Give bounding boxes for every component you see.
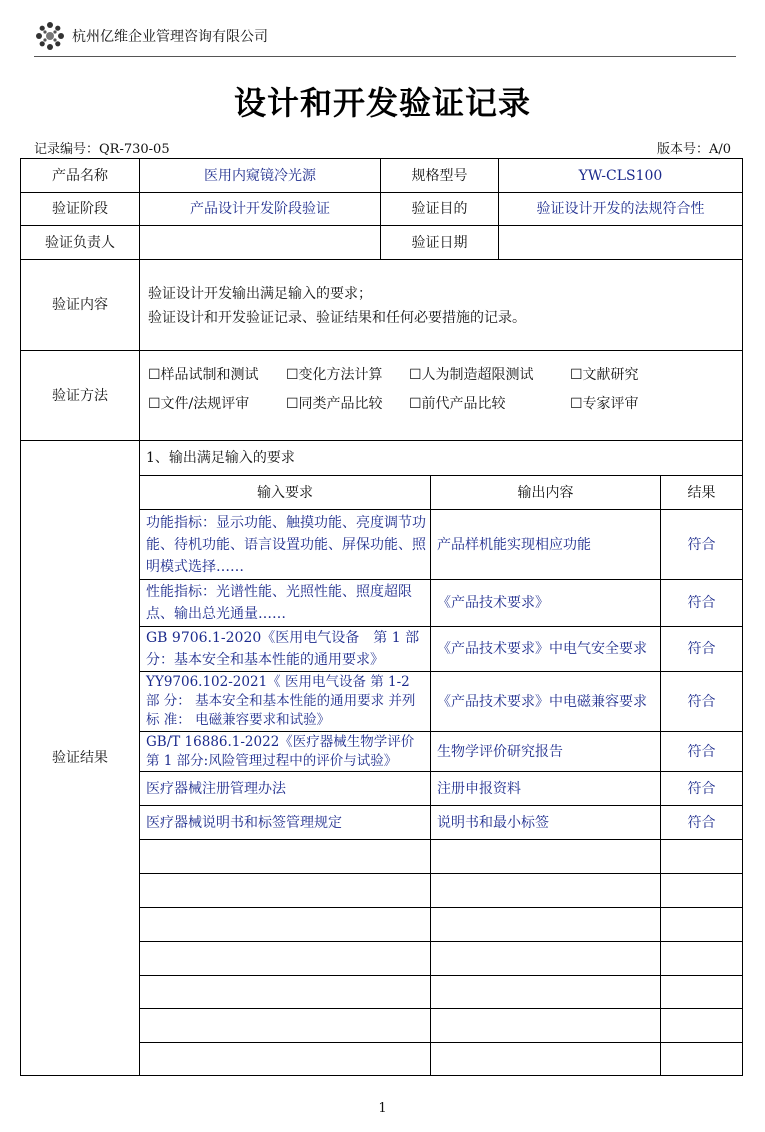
empty-cell[interactable] — [661, 908, 742, 942]
table-row-output: 生物学评价研究报告 — [431, 732, 661, 772]
results-section-title: 1、输出满足输入的要求 — [140, 441, 742, 476]
purpose-label: 验证目的 — [381, 193, 499, 226]
empty-cell[interactable] — [431, 1009, 661, 1043]
empty-cell[interactable] — [661, 942, 742, 976]
table-row-input: GB/T 16886.1-2022《医疗器械生物学评价 第 1 部分:风险管理过程中的评价与试验》 — [140, 732, 431, 772]
table-row-result: 符合 — [661, 627, 742, 672]
results-label: 验证结果 — [21, 441, 140, 1075]
method-similar-product[interactable]: ☐同类产品比较 — [286, 396, 383, 412]
method-regulation-review[interactable]: ☐文件/法规评审 — [148, 396, 250, 412]
record-number: 记录编号：QR-730-05 — [34, 142, 170, 157]
methods-label: 验证方法 — [21, 351, 140, 441]
table-row-result: 符合 — [661, 672, 742, 732]
content-area — [140, 260, 742, 351]
empty-cell[interactable] — [140, 874, 431, 908]
product-name-value: 医用内窥镜冷光源 — [140, 159, 381, 193]
company-name: 杭州亿维企业管理咨询有限公司 — [72, 29, 268, 45]
table-row-output: 《产品技术要求》中电气安全要求 — [431, 627, 661, 672]
empty-cell[interactable] — [140, 1009, 431, 1043]
column-header-input: 输入要求 — [140, 476, 431, 510]
date-value[interactable] — [499, 226, 742, 260]
table-row-result: 符合 — [661, 772, 742, 806]
table-row-input: 医疗器械注册管理办法 — [140, 772, 431, 806]
table-row-output: 说明书和最小标签 — [431, 806, 661, 840]
empty-cell[interactable] — [140, 1043, 431, 1075]
empty-cell[interactable] — [431, 942, 661, 976]
empty-cell[interactable] — [431, 1043, 661, 1075]
purpose-value: 验证设计开发的法规符合性 — [499, 193, 742, 226]
table-row-input: GB 9706.1-2020《医用电气设备 第 1 部分：基本安全和基本性能的通用要求》 — [140, 627, 431, 672]
empty-cell[interactable] — [431, 976, 661, 1009]
empty-cell[interactable] — [140, 976, 431, 1009]
table-row-result: 符合 — [661, 732, 742, 772]
empty-cell[interactable] — [431, 908, 661, 942]
empty-cell[interactable] — [140, 942, 431, 976]
column-header-output: 输出内容 — [431, 476, 661, 510]
page-title: 设计和开发验证记录 — [233, 84, 531, 122]
table-row-output: 注册申报资料 — [431, 772, 661, 806]
table-row-input: 性能指标：光谱性能、光照性能、照度超限点、输出总光通量…… — [140, 580, 431, 627]
table-row-result: 符合 — [661, 806, 742, 840]
table-row-output: 《产品技术要求》中电磁兼容要求 — [431, 672, 661, 732]
content-label: 验证内容 — [21, 260, 140, 351]
method-expert-review[interactable]: ☐专家评审 — [570, 396, 639, 412]
flower-logo-icon — [34, 20, 66, 52]
empty-cell[interactable] — [661, 1009, 742, 1043]
table-row-result: 符合 — [661, 580, 742, 627]
methods-area — [140, 351, 742, 441]
table-row-input: YY9706.102-2021《 医用电气设备 第 1-2 部 分： 基本安全和基本性能的通用要求 并列标 准： 电磁兼容要求和试验》 — [140, 672, 431, 732]
verification-form — [20, 158, 743, 1076]
method-sample-testing[interactable]: ☐样品试制和测试 — [148, 367, 259, 383]
table-row-input: 功能指标：显示功能、触摸功能、亮度调节功能、待机功能、语言设置功能、屏保功能、照明模式选择…… — [140, 510, 431, 580]
empty-cell[interactable] — [661, 976, 742, 1009]
content-line: 验证设计开发输出满足输入的要求； — [148, 286, 372, 302]
version-number: 版本号：A/0 — [656, 142, 731, 157]
empty-cell[interactable] — [661, 874, 742, 908]
table-row-output: 产品样机能实现相应功能 — [431, 510, 661, 580]
empty-cell[interactable] — [661, 1043, 742, 1075]
document-header — [34, 20, 736, 54]
stage-value: 产品设计开发阶段验证 — [140, 193, 381, 226]
empty-cell[interactable] — [140, 908, 431, 942]
model-label: 规格型号 — [381, 159, 499, 193]
method-literature[interactable]: ☐文献研究 — [570, 367, 639, 383]
header-divider — [34, 56, 736, 57]
stage-label: 验证阶段 — [21, 193, 140, 226]
product-name-label: 产品名称 — [21, 159, 140, 193]
model-value: YW-CLS100 — [499, 159, 742, 193]
empty-cell[interactable] — [140, 840, 431, 874]
method-calculation[interactable]: ☐变化方法计算 — [286, 367, 383, 383]
page-number: 1 — [378, 1101, 387, 1116]
date-label: 验证日期 — [381, 226, 499, 260]
empty-cell[interactable] — [661, 840, 742, 874]
method-overlimit-testing[interactable]: ☐人为制造超限测试 — [409, 367, 534, 383]
table-row-output: 《产品技术要求》 — [431, 580, 661, 627]
owner-value[interactable] — [140, 226, 381, 260]
owner-label: 验证负责人 — [21, 226, 140, 260]
empty-cell[interactable] — [431, 874, 661, 908]
content-line: 验证设计和开发验证记录、验证结果和任何必要措施的记录。 — [148, 310, 526, 326]
method-previous-product[interactable]: ☐前代产品比较 — [409, 396, 506, 412]
column-header-result: 结果 — [661, 476, 742, 510]
table-row-result: 符合 — [661, 510, 742, 580]
table-row-input: 医疗器械说明书和标签管理规定 — [140, 806, 431, 840]
empty-cell[interactable] — [431, 840, 661, 874]
